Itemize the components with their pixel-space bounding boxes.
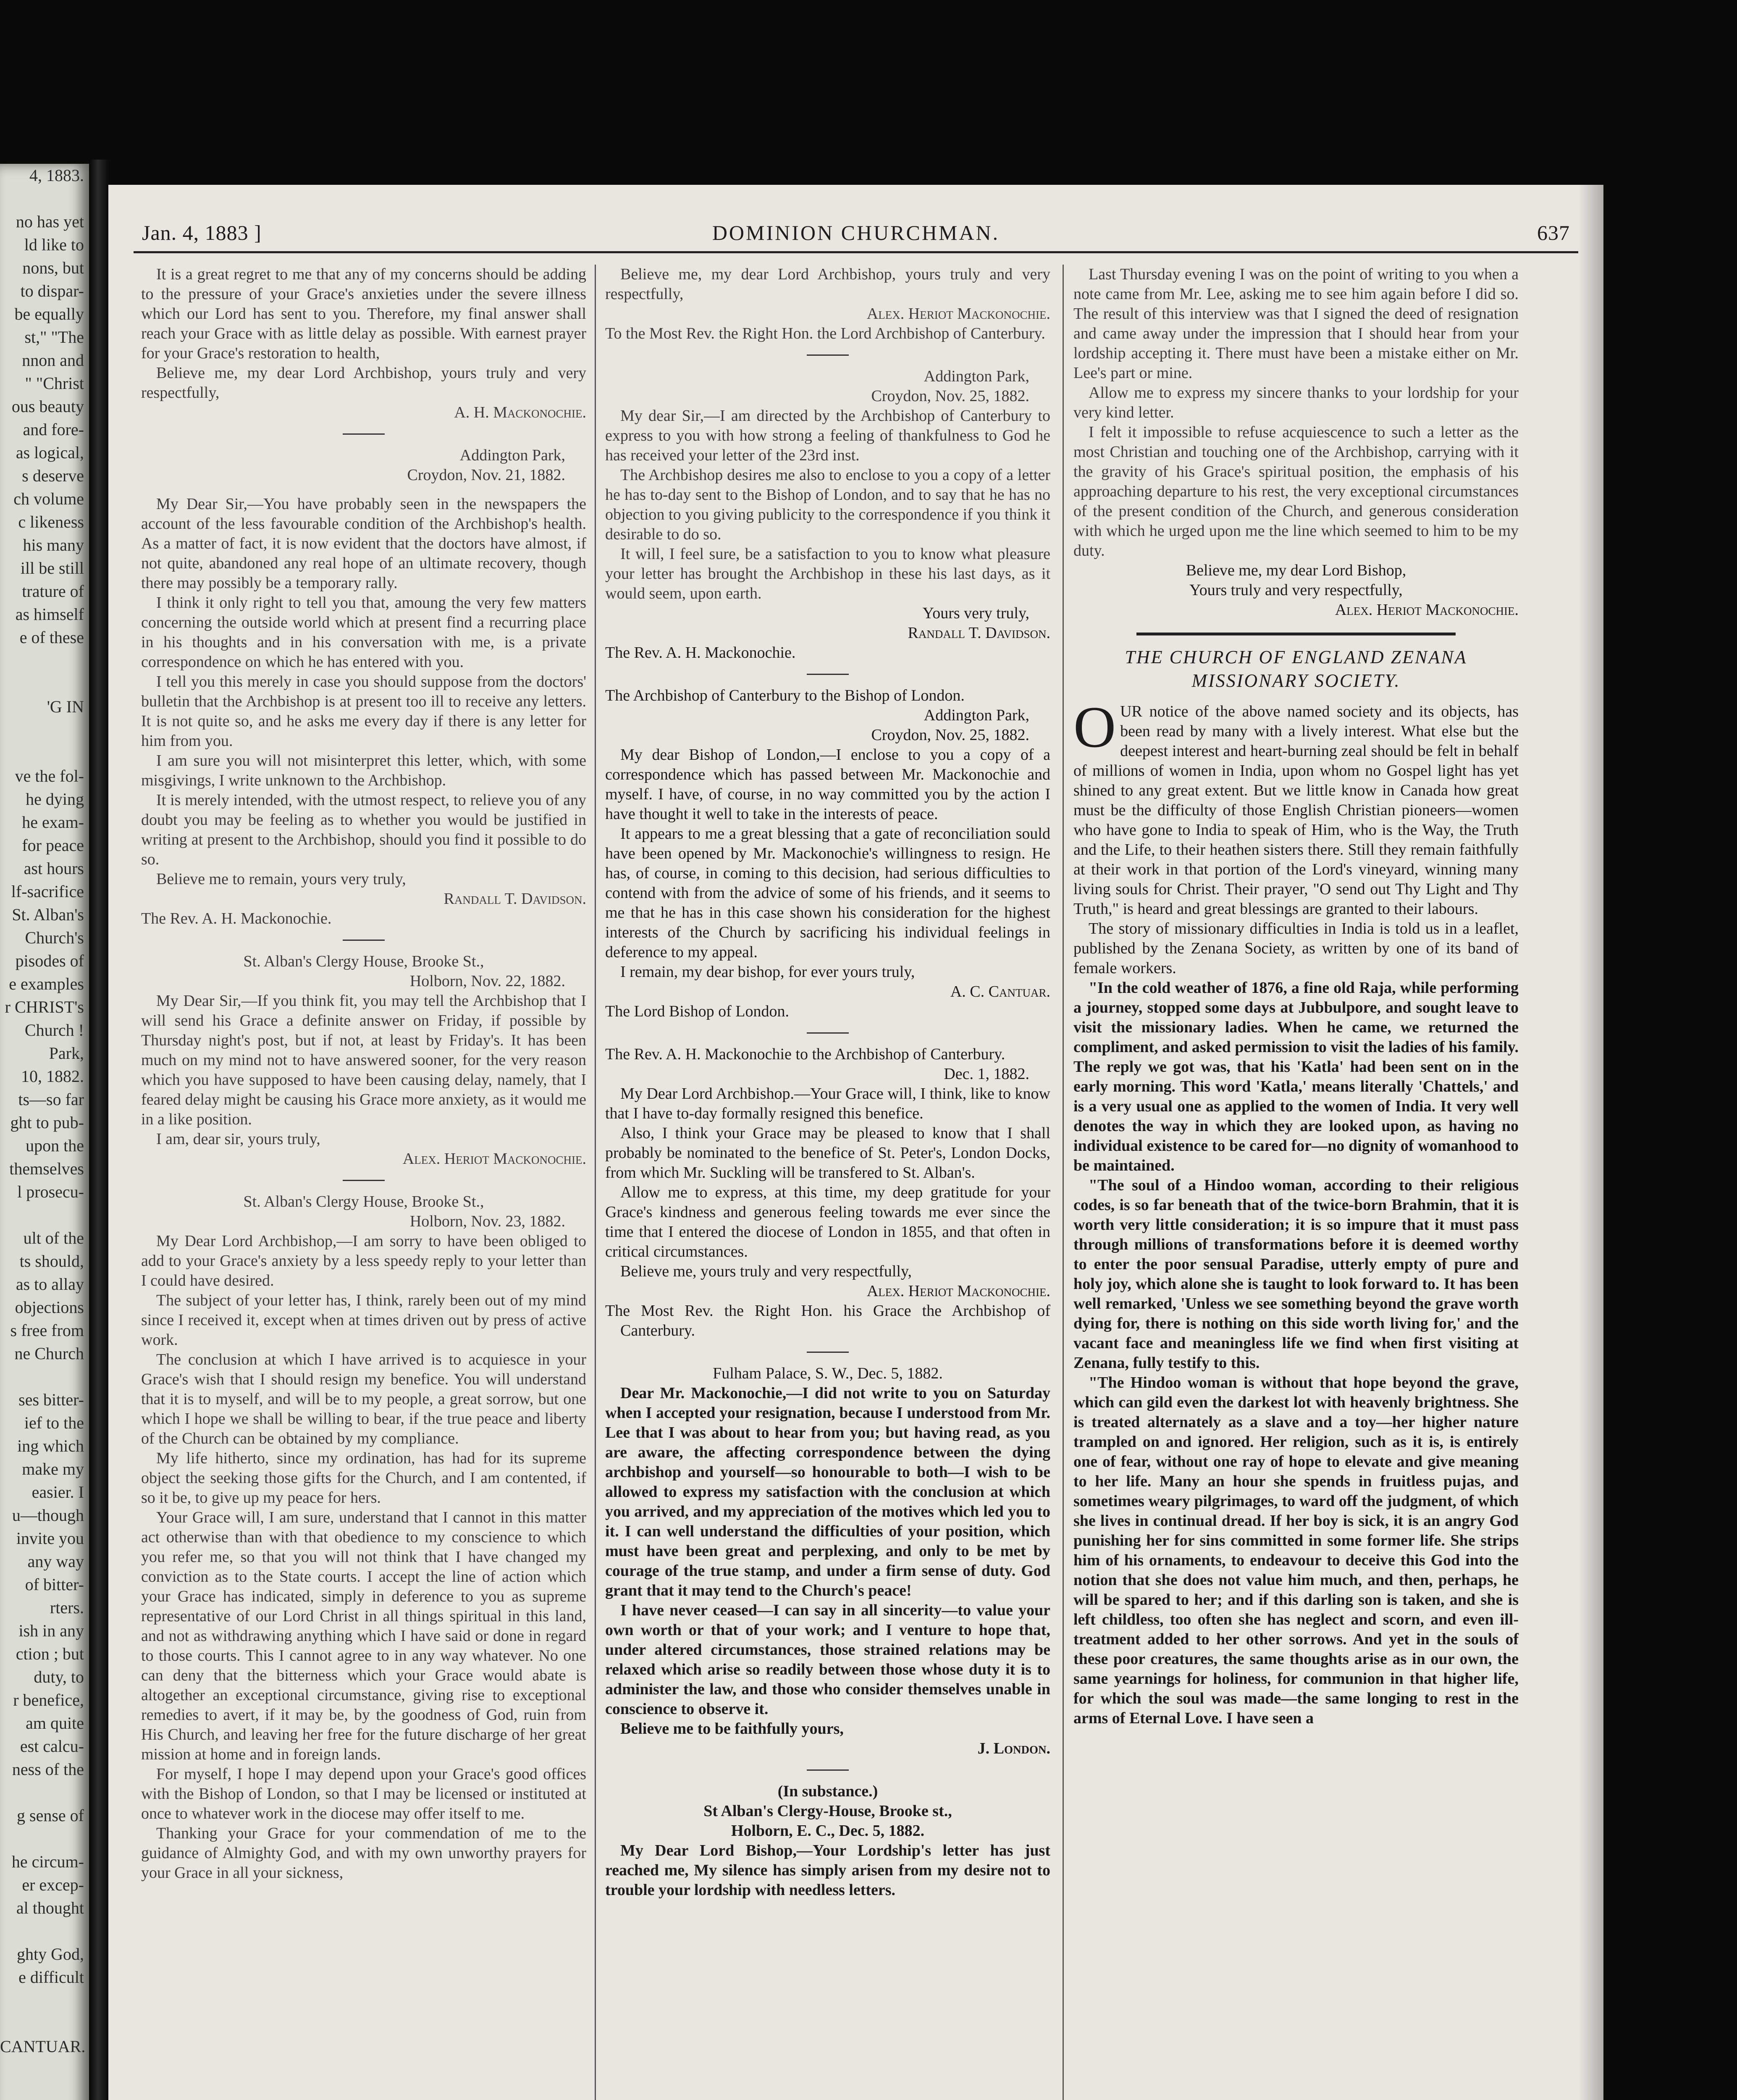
previous-page-text-fragment: ght to pub- (10, 1113, 84, 1132)
letter-paragraph: My dear Bishop of London,—I enclose to you a copy of a correspondence which has passed between Mr. Mackonochie and myself. I have, of course, in no way committed you by the action I have thought it well to take in the interests of peace. (605, 746, 1050, 823)
letter-paragraph: My Dear Lord Bishop,—Your Lordship's letter has just reached me, My silence has simply arisen from my desire not to trouble your lordship with needless letters. (605, 1842, 1050, 1899)
separator (807, 1352, 849, 1353)
previous-page-text-fragment: as himself (15, 605, 84, 624)
previous-page-text-fragment: he circum- (11, 1852, 84, 1871)
previous-page-text-fragment: st," "The (24, 328, 84, 346)
letter-closing: Believe me, yours truly and very respectfully, (620, 1263, 912, 1280)
separator (807, 1769, 849, 1771)
previous-page-text-fragment: er excep- (22, 1875, 84, 1894)
letter-paragraph: Last Thursday evening I was on the point of writing to you when a note came from Mr. Lee, asking me to see him again before I did so. The result of this interview was that I signed the deed of resignation and came away under the impression that I should hear from your lordship accepting it. There must have been a mistake either on Mr. Lee's part or mine. (1073, 265, 1519, 382)
letter-paragraph: It is a great regret to me that any of my concerns should be adding to the pressure of your Grace's anxieties under the severe illness which our Lord has sent to you. Therefore, my final answer shall reach your Grace with as little delay as possible. With earnest prayer for your Grace's restoration to health, (141, 265, 586, 362)
previous-page-text-fragment: am quite (26, 1714, 84, 1732)
separator (807, 1032, 849, 1034)
previous-page-text-fragment (0, 1989, 84, 2012)
letter-closing: Believe me to remain, yours very truly, (156, 870, 406, 888)
letter-closing: Yours truly and very respectfully, (1189, 581, 1403, 599)
letter-paragraph: My Dear Sir,—You have probably seen in the newspapers the account of the less favourable condition of the Archbishop's health. As a matter of fact, it is now evident that the doctors have almost, if not quite, abandoned any real hope of an ultimate recovery, though there may possibly be a temporary rally. (141, 495, 586, 592)
previous-page-text-fragment: lf-sacrifice (11, 882, 84, 901)
previous-page-text-fragment: his many (23, 536, 84, 554)
column-3 (1073, 265, 1519, 2100)
letter-heading: The Rev. A. H. Mackonochie to the Archbishop of Canterbury. (605, 1045, 1005, 1063)
previous-page-text-fragment: ness of the (12, 1760, 84, 1779)
previous-page-text-fragment: be equally (14, 304, 84, 323)
previous-page-text-fragment (0, 2012, 84, 2035)
previous-page-text-fragment: themselves (9, 1159, 84, 1178)
letter-recipient: To the Most Rev. the Right Hon. the Lord Archbishop of Canterbury. (605, 325, 1045, 342)
section-rule (1136, 633, 1456, 635)
letter-paragraph: The conclusion at which I have arrived is to acquiesce in your Grace's wish that I should resign my benefice. You will understand that it is to myself, and will be to my people, a great sorrow, but one which I hope we shall be willing to bear, if the true peace and liberty of the Church can be obtained by my compliance. (141, 1351, 586, 1447)
article-paragraph: "The soul of a Hindoo woman, according to their religious codes, is so far beneath that of the twice-born Brahmin, that it is worth very little consideration; it is so impure that it must pass through millions of transformations before it is deemed worthy to enter the poor sensual Paradise, utterly empty of pure and holy joy, which alone she is taught to look forward to. It has been well remarked, 'Unless we see something beyond the grave worth dying for, there is nothing on this side worth living for,' and the vacant face and meaningless life we find when first visiting at Zenana, fully testify to this. (1073, 1176, 1519, 1372)
previous-page-text-fragment: as to allay (16, 1275, 84, 1294)
letter-paragraph: Your Grace will, I am sure, understand that I cannot in this matter act otherwise than with that obedience to my conscience to which you refer me, so that you will not think that I have changed my conviction as to the State courts. I accept the line of action which your Grace has indicated, simply in deference to you as supreme representative of our Lord Christ in all things spiritual in this land, and not as withdrawing anything which I have said or done in regard to those courts. This I cannot agree to in any way whatever. No one can deny that the bitterness which your Grace would abate is altogether an exceptional circumstance, giving rise to exceptional remedies to avert, if it may be, by the goodness of God, ruin from His Church, and leaving her free for the future discharge of her great mission at home and in foreign lands. (141, 1509, 586, 1763)
previous-page-text-fragment (0, 1365, 84, 1388)
article-lead-text: UR notice of the above named society and its objects, has been read by many with a lively interest. What else but the deepest interest and heart-burning zeal should be felt in behalf of millions of women in India, upon whom no Gospel light has yet shined to any great extent. But we little know in Canada how great must be the difficulty of those English Christian pioneers—women who have gone to India to speak of Him, who is the Way, the Truth and the Life, to their heathen sisters there. Still they remain faithfully at their work in that portion of the Lord's vineyard, winning many living souls for Christ. Their prayer, "O send out Thy Light and Thy Truth," is heard and great blessings are granted to their labours. (1073, 703, 1519, 918)
letter-date: Croydon, Nov. 21, 1882. (407, 466, 565, 484)
previous-page-text-fragment (0, 2058, 84, 2081)
letter-paragraph: My life hitherto, since my ordination, has had for its supreme object the seeking those gifts for the Church, and I am contented, if so it be, to give up my peace for hers. (141, 1449, 586, 1507)
previous-page-text-fragment: invite you (16, 1529, 84, 1548)
letter-recipient: The Rev. A. H. Mackonochie. (605, 644, 796, 662)
signature: Alex. Heriot Mackonochie. (1335, 601, 1519, 619)
letter-paragraph: My Dear Sir,—If you think fit, you may tell the Archbishop that I will send his Grace a definite answer on Friday, if possible by Thursday night's post, but if not, at least by Friday's. It has been much on my mind not to have answered sooner, for the very reason which you have supposed to have been causing delay, namely, that I feared delay might be causing his Grace more anxiety, as it would me in a like position. (141, 992, 586, 1128)
separator (807, 354, 849, 356)
previous-page-text-fragment: s deserve (22, 466, 84, 485)
previous-page-text-fragment: for peace (22, 836, 84, 855)
previous-page-text-fragment: g sense of (17, 1806, 84, 1825)
letter-address: St Alban's Clergy-House, Brooke st., (703, 1802, 952, 1820)
letter-closing: I am, dear sir, yours truly, (156, 1130, 320, 1148)
previous-page-text-fragment: 4, 1883. (29, 166, 84, 185)
previous-page-text-fragment: he exam- (22, 813, 84, 832)
previous-page-text-fragment: 10, 1882. (21, 1067, 84, 1086)
previous-page-text-fragment (0, 1781, 84, 1804)
previous-page-text-fragment: trature of (22, 582, 84, 601)
signature: A. H. Mackonochie. (454, 404, 586, 421)
previous-page-text-fragment: c likeness (18, 512, 84, 531)
previous-page-text-fragment: objections (15, 1298, 84, 1317)
previous-page-text-fragment: easier. I (31, 1483, 84, 1502)
letter-date: Dec. 1, 1882. (944, 1065, 1029, 1083)
separator (343, 940, 385, 941)
previous-page-text-fragment: as logical, (16, 443, 84, 462)
letter-note: (In substance.) (777, 1782, 878, 1800)
letter-address: Addington Park, (924, 706, 1029, 724)
previous-page-text-fragment: 'G IN (47, 697, 84, 716)
letter-closing: Believe me to be faithfully yours, (620, 1720, 844, 1738)
letter-recipient: The Lord Bishop of London. (605, 1003, 790, 1020)
previous-page-text-fragment: pisodes of (15, 951, 84, 970)
binding-gutter (89, 160, 108, 2100)
letter-heading: The Archbishop of Canterbury to the Bishop of London. (605, 687, 965, 704)
column-2 (605, 265, 1050, 2100)
previous-page-text-fragment: s free from (10, 1321, 84, 1340)
article-subtitle: MISSIONARY SOCIETY. (1191, 670, 1401, 691)
previous-page-text-fragment: Church ! (24, 1021, 84, 1040)
page-shadow (1578, 185, 1603, 2100)
newspaper-page (108, 185, 1603, 2100)
letter-date: Croydon, Nov. 25, 1882. (871, 387, 1029, 405)
letter-paragraph: My Dear Lord Archbishop.—Your Grace will, I think, like to know that I have to-day formally resigned this benefice. (605, 1085, 1050, 1122)
previous-page-text-fragment: al thought (16, 1898, 84, 1917)
letter-paragraph: Allow me to express, at this time, my deep gratitude for your Grace's kindness and generous feeling towards me ever since the time that I entered the diocese of London in 1855, and that often in critical circumstances. (605, 1184, 1050, 1260)
previous-page-text-fragment: ing which (17, 1436, 84, 1455)
letter-paragraph: Also, I think your Grace may be pleased to know that I shall probably be nominated to the benefice of St. Peter's, London Docks, from which Mr. Suckling will be transfered to St. Alban's. (605, 1124, 1050, 1181)
letter-paragraph: My dear Sir,—I am directed by the Archbishop of Canterbury to express to you with how strong a feeling of thankfulness to God he has received your letter of the 23rd inst. (605, 407, 1050, 464)
previous-page-text-fragment (0, 2081, 84, 2100)
signature: A. C. Cantuar. (950, 983, 1050, 1000)
previous-page-text-fragment: nnon and (22, 351, 84, 370)
previous-page-text-fragment: e of these (19, 628, 84, 647)
previous-page-text-fragment: est calcu- (20, 1737, 84, 1756)
previous-page-text-fragment: rters. (50, 1598, 84, 1617)
letter-date: Croydon, Nov. 25, 1882. (871, 726, 1029, 744)
previous-page-text-fragment: ve the fol- (15, 766, 84, 785)
article-paragraph: "The Hindoo woman is without that hope beyond the grave, which can gild even the darkest lot with heavenly brightness. She is treated alternately as a slave and a toy—her higher nature trampled on and ignored. Her religion, such as it is, is entirely one of fear, without one ray of hope to elevate and give meaning to her life. Many an hour she spends in fruitless pujas, and sometimes weary pilgrimages, to ward off the judgment, of which she lives in continual dread. If her boy is sick, it is an angry God punishing her for sins committed in some former life. She strips him of his ornaments, to endeavour to deceive this God into the notion that she does not value him much, and then, perhaps, he will be spared to her; and if this darling son is taken, and she is left childless, too often she has neglect and scorn, and even ill-treatment added to her other sorrows. And yet in the souls of these poor creatures, the same thoughts arise as in our own, the same yearnings for holiness, for communion in that higher life, for which the soul was made—the same longing to rest in the arms of Eternal Love. I have seen a (1073, 1374, 1519, 1727)
letter-closing: Believe me, my dear Lord Archbishop, yours truly and very respectfully, (605, 265, 1050, 303)
previous-page-text-fragment: ous beauty (11, 397, 84, 416)
previous-page-text-fragment (0, 1919, 84, 1942)
article-title: THE CHURCH OF ENGLAND ZENANA (1125, 647, 1467, 667)
letter-paragraph: It appears to me a great blessing that a gate of reconciliation sould have been opened by Mr. Mackonochie's willingness to resign. He has, of course, in coming to this decision, had serious difficulties to contend with from the advice of some of his friends, and it seems to me that he has in this case shown his consideration for the highest interests of the Church by sacrificing his individual feelings in deference to my appeal. (605, 825, 1050, 961)
previous-page-text-fragment: to dispar- (20, 281, 84, 300)
previous-page-text-fragment: ult of the (23, 1228, 84, 1247)
previous-page-text-fragment: ts should, (19, 1252, 84, 1270)
drop-cap: O (1073, 695, 1116, 760)
previous-page-text-fragment (0, 741, 84, 764)
previous-page-text-fragment: make my (22, 1460, 84, 1478)
previous-page-text-fragment: r benefice, (13, 1690, 84, 1709)
previous-page-text-fragment: ch volume (13, 489, 84, 508)
letter-closing: Believe me, my dear Lord Bishop, (1186, 562, 1406, 579)
previous-page-text-fragment: St. Alban's (12, 905, 84, 924)
previous-page-text-fragment: ast hours (24, 859, 84, 878)
previous-page-text-fragment (0, 187, 84, 210)
article-paragraph: "In the cold weather of 1876, a fine old Raja, while performing a journey, stopped some days at Jubbulpore, and sought leave to visit the missionary ladies. When he came, we returned the compliment, and asked permission to visit the ladies of his family. The reply we got was, that his 'Katla' had been sent on in the early morning. This word 'Katla,' means literally 'Chattels,' and is a very usual one as applied to the women of India. It very well denotes the way in which they are looked upon, as having no individual existence to be cared for—no dignity of womanhood to be maintained. (1073, 979, 1519, 1174)
signature: Randall T. Davidson. (908, 624, 1050, 642)
previous-page-text-fragment: ts—so far (18, 1090, 84, 1109)
previous-page-text-fragment: upon the (26, 1136, 84, 1155)
letter-paragraph: I think it only right to tell you that, amoung the very few matters concerning the outside world which at present find a recurring place in his thoughts and in his conversation with me, is a private correspondence on which he has entered with you. (141, 594, 586, 671)
letter-address: Addington Park, (924, 368, 1029, 385)
previous-page-text-fragment: u—though (12, 1506, 84, 1525)
masthead-title: DOMINION CHURCHMAN. (712, 221, 1000, 244)
separator (343, 1180, 385, 1181)
previous-page-text-fragment: " "Christ (25, 374, 84, 393)
letter-date: Holborn, Nov. 22, 1882. (409, 972, 565, 990)
column-rule (1063, 265, 1064, 2100)
previous-page-text-fragment: any way (27, 1552, 84, 1571)
letter-closing: Yours very truly, (922, 604, 1029, 622)
previous-page-text-fragment: e examples (9, 974, 84, 993)
previous-page-text-fragment (0, 672, 84, 695)
letter-address: Fulham Palace, S. W., Dec. 5, 1882. (713, 1365, 943, 1382)
previous-page-text-fragment (0, 718, 84, 741)
previous-page-text-fragment: ld like to (24, 235, 84, 254)
signature: Alex. Heriot Mackonochie. (866, 305, 1050, 323)
letter-paragraph: Allow me to express my sincere thanks to your lordship for your very kind letter. (1073, 384, 1519, 421)
letter-paragraph: The Archbishop desires me also to enclose to you a copy of a letter he has to-day sent to the Bishop of London, and to say that he has no objection to you giving publicity to the correspondence if you think it desirable to do so. (605, 466, 1050, 543)
running-head (108, 220, 1603, 250)
letter-date: Holborn, E. C., Dec. 5, 1882. (731, 1822, 925, 1840)
signature: Alex. Heriot Mackonochie. (866, 1282, 1050, 1300)
previous-page-text-fragment: ghty God, (17, 1945, 84, 1964)
column-rule (595, 265, 596, 2100)
previous-page-text-fragment: of bitter- (25, 1575, 84, 1594)
letter-paragraph: It is merely intended, with the utmost respect, to relieve you of any doubt you may be feeling as to whether you would be justified in writing at present to the Archbishop, should you find it possible to do so. (141, 791, 586, 868)
previous-page-text-fragment: ne Church (14, 1344, 84, 1363)
issue-date: Jan. 4, 1883 ] (142, 221, 262, 244)
letter-paragraph: For myself, I hope I may depend upon your Grace's good offices with the Bishop of London, so that I may be licensed or instituted at once to whatever work in the diocese may offer itself to me. (141, 1765, 586, 1822)
previous-page-text-fragment: ses bitter- (18, 1390, 84, 1409)
separator (807, 674, 849, 675)
previous-page-text-fragment: duty, to (34, 1667, 84, 1686)
previous-page-text-fragment: ction ; but (16, 1644, 84, 1663)
letter-address: St. Alban's Clergy House, Brooke St., (243, 953, 484, 970)
letter-recipient: The Rev. A. H. Mackonochie. (141, 910, 332, 927)
previous-page-text-fragment (0, 1203, 84, 1226)
signature: J. London. (977, 1740, 1050, 1757)
letter-paragraph: I am sure you will not misinterpret this letter, which, with some misgivings, I write unknown to the Archbishop. (141, 752, 586, 789)
article-lead-paragraph (1073, 695, 1519, 919)
letter-address: St. Alban's Clergy House, Brooke St., (243, 1193, 484, 1210)
previous-page-text-fragment: r CHRIST's (5, 998, 84, 1016)
letter-paragraph: My Dear Lord Archbishop,—I am sorry to have been obliged to add to your Grace's anxiety by a less speedy reply to your letter than I could have desired. (141, 1232, 586, 1289)
previous-page-text-fragment (0, 649, 84, 672)
previous-page-text-fragment: nons, but (22, 258, 84, 277)
letter-date: Holborn, Nov. 23, 1882. (409, 1213, 565, 1230)
previous-page-text-fragment: ill be still (20, 559, 84, 578)
header-rule (134, 251, 1578, 253)
letter-paragraph: Thanking your Grace for your commendation of me to the guidance of Almighty God, and with my own unworthy prayers for your Grace in all your sickness, (141, 1824, 586, 1882)
letter-paragraph: Dear Mr. Mackonochie,—I did not write to you on Saturday when I accepted your resignation, because I understood from Mr. Lee that I was about to hear from you; but having read, as you are aware, the affecting correspondence between the dying archbishop and yourself—so honourable to both—I wish to be allowed to express my satisfaction with the conclusion at which you arrived, and my appreciation of the motives which led you to it. I can well understand the difficulties of your position, which must have been great and perplexing, and only to be met by courage of the true stamp, and under a firm sense of duty. God grant that it may tend to the Church's peace! (605, 1384, 1050, 1599)
letter-paragraph: I have never ceased—I can say in all sincerity—to value your own worth or that of your work; and I venture to hope that, under altered circumstances, those strained relations may be relaxed which arise so readily between those whose duty it is to administer the law, and those who consider themselves unable in conscience to observe it. (605, 1601, 1050, 1718)
previous-page-text-fragment: ish in any (18, 1621, 84, 1640)
previous-page-text-fragment (0, 1827, 84, 1850)
page-number: 637 (1537, 221, 1570, 244)
previous-page-text-fragment: no has yet (16, 212, 84, 231)
signature: Randall T. Davidson. (443, 890, 586, 908)
previous-page-text-fragment: l prosecu- (17, 1182, 84, 1201)
previous-page-text-fragment: Park, (49, 1044, 84, 1063)
previous-page-text-fragment: Church's (25, 928, 84, 947)
column-1 (141, 265, 586, 2100)
previous-page-text-fragment: he dying (26, 790, 84, 808)
article-paragraph: The story of missionary difficulties in India is told us in a leaflet, published by the Zenana Society, as written by one of its band of female workers. (1073, 920, 1519, 977)
letter-closing: Believe me, my dear Lord Archbishop, yours truly and very respectfully, (141, 364, 586, 402)
letter-paragraph: I tell you this merely in case you should suppose from the doctors' bulletin that the Archbishop is at present too ill to receive any letters. It is not quite so, and he asks me every day if there is any letter for him from you. (141, 673, 586, 750)
previous-page-strip (0, 164, 89, 2100)
previous-page-text-fragment: ief to the (24, 1413, 84, 1432)
signature: Alex. Heriot Mackonochie. (402, 1150, 586, 1168)
letter-paragraph: It will, I feel sure, be a satisfaction to you to know what pleasure your letter has brought the Archbishop in these his last days, as it would seem, upon earth. (605, 545, 1050, 602)
separator (343, 433, 385, 435)
previous-page-text-fragment: CANTUAR. (0, 2037, 86, 2056)
letter-paragraph: The subject of your letter has, I think, rarely been out of my mind since I received it, except when at times driven out by press of active work. (141, 1292, 586, 1349)
letter-address: Addington Park, (459, 446, 565, 464)
letter-closing: I remain, my dear bishop, for ever yours truly, (620, 963, 915, 981)
letter-paragraph: I felt it impossible to refuse acquiescence to such a letter as the most Christian and touching one of the Archbishop, carrying with it the gravity of his Grace's spiritual position, the emphasis of his approaching departure to his rest, the very exceptional circumstances of the present condition of the Church, and generous consideration with which he urged upon me the line which seemed to him to be my duty. (1073, 423, 1519, 559)
letter-recipient: The Most Rev. the Right Hon. his Grace the Archbishop of Canterbury. (605, 1302, 1050, 1339)
previous-page-text-fragment: e difficult (18, 1968, 84, 1987)
previous-page-text-fragment: and fore- (23, 420, 84, 439)
